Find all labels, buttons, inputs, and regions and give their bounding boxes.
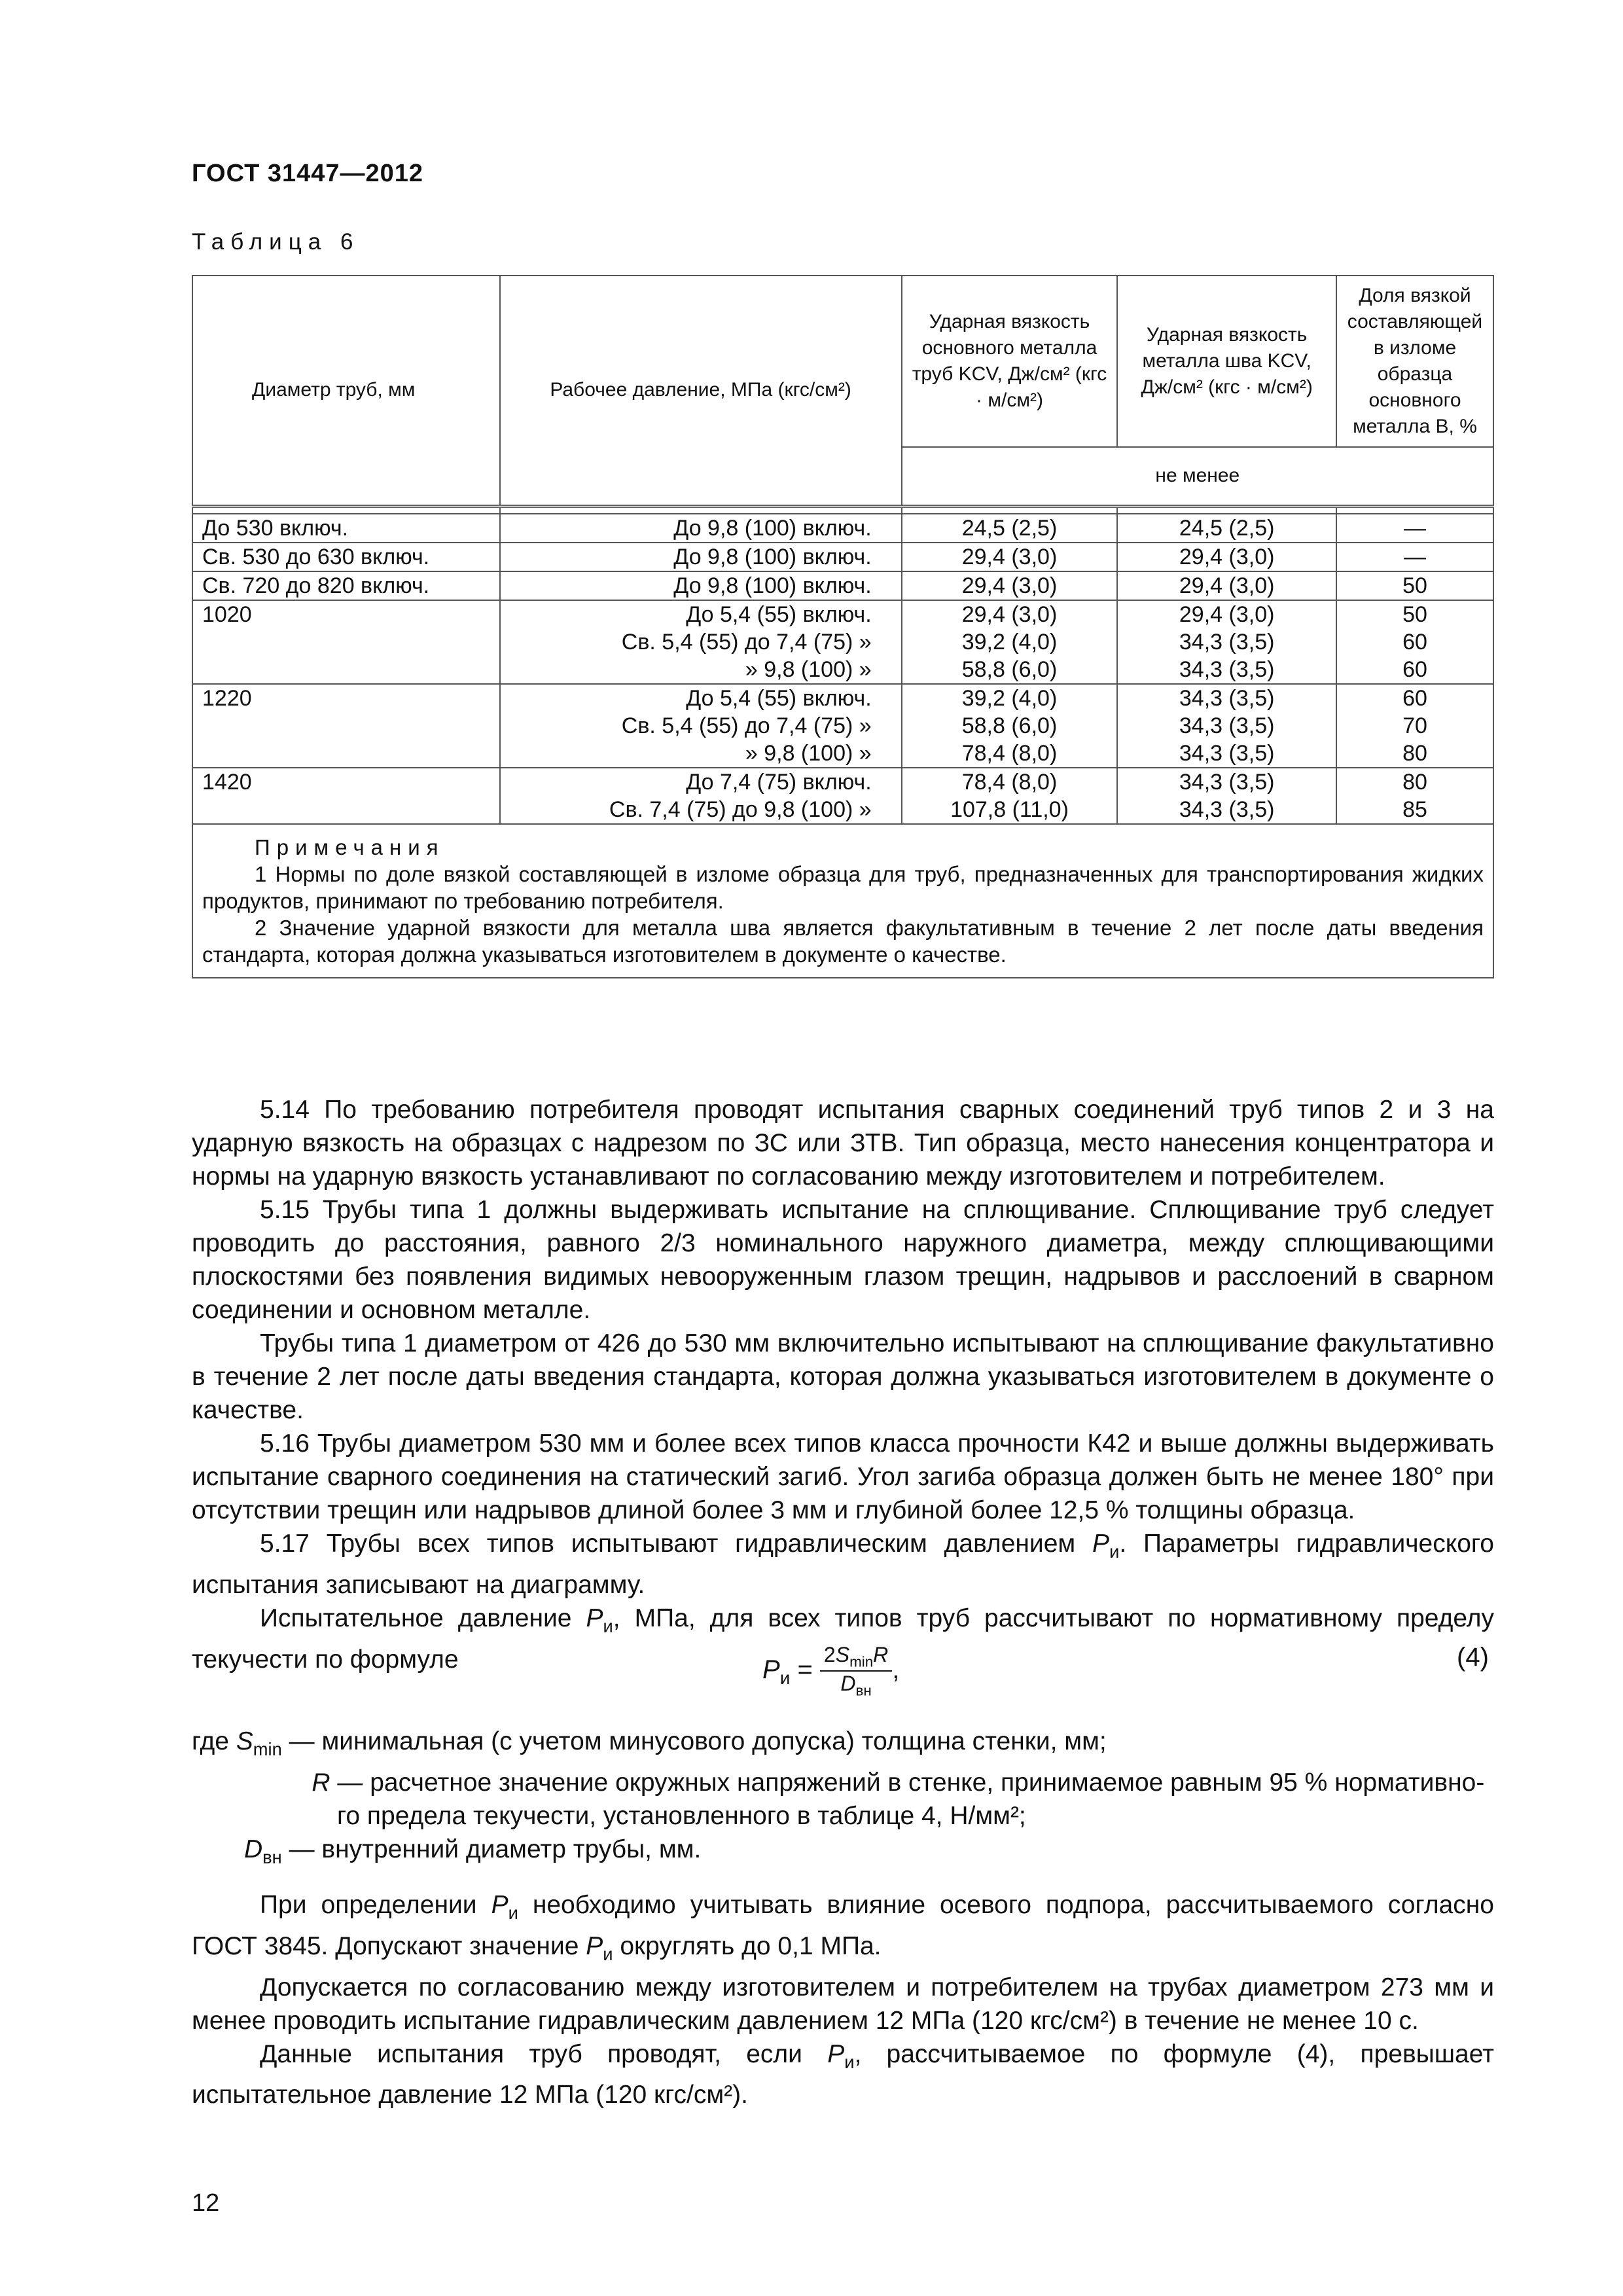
paragraph-allowed-test: Допускается по согласованию между изготовителем и потребителем на трубах диаметром 273 мм и менее проводить испытание гидравлическим давлением 12 МПа (120 кгс/см²) в течение не менее 10 с. — [192, 1973, 1494, 2035]
header-not-less: не менее — [902, 447, 1493, 506]
paragraph-5-15: 5.15 Трубы типа 1 должны выдерживать испытание на сплющивание. Сплющивание труб следует проводить до расстояния, равного 2/3 номинального наружного диаметра, между сплющивающими плоскостями без появления видимых невооруженным глазом трещин, надрывов и расслоений в сварном соединении и основном металле. — [192, 1196, 1494, 1324]
cell-kcv-weld — [1117, 768, 1336, 824]
cell-diameter — [192, 514, 500, 543]
cell-share-line: — — [1403, 515, 1426, 541]
cell-pressure — [500, 543, 902, 571]
note-2: 2 Значение ударной вязкости для металла шва является факультативным в течение 2 лет после даты введения стандарта, которая должна указываться изготовителем в документе о качестве. — [202, 915, 1484, 967]
cell-kcv-base-line: 58,8 (6,0) — [961, 713, 1058, 738]
cell-kcv-weld — [1117, 543, 1336, 571]
table-notes — [192, 824, 1493, 978]
cell-kcv-base — [902, 768, 1118, 824]
cell-share-line: 70 — [1402, 713, 1427, 738]
definition-smin: где $S_{min}$ — минимальная (с учетом минусового допуска) толщина стенки, мм; — [192, 1727, 1107, 1759]
table-row — [192, 571, 1493, 600]
cell-kcv-weld-line: 34,3 (3,5) — [1179, 713, 1275, 738]
cell-kcv-base-line: 78,4 (8,0) — [961, 769, 1058, 795]
notes-title: Примечания — [255, 834, 445, 859]
cell-kcv-base — [902, 514, 1118, 543]
cell-kcv-base-line: 39,2 (4,0) — [961, 685, 1058, 711]
cell-pressure-line: До 5,4 (55) включ. — [686, 601, 872, 627]
paragraph-axial: При определении $P_и$ необходимо учитывать влияние осевого подпора, рассчитываемого согласно ГОСТ 3845. Допускают значение $P_и$ округлять до 0,1 МПа. — [192, 1891, 1495, 1964]
cell-kcv-base-line: 29,4 (3,0) — [961, 573, 1058, 598]
cell-kcv-weld-line: 34,3 (3,5) — [1179, 740, 1275, 766]
cell-pressure — [500, 684, 902, 768]
cell-kcv-base — [902, 571, 1118, 600]
table-row — [192, 543, 1493, 571]
table-row — [192, 600, 1493, 684]
cell-kcv-base-line: 39,2 (4,0) — [961, 629, 1058, 655]
note-1: 1 Нормы по доле вязкой составляющей в изломе образца для труб, предназначенных для транспортирования жидких продуктов, принимают по требованию потребителя. — [202, 861, 1484, 913]
cell-pressure-line: До 9,8 (100) включ. — [673, 573, 872, 598]
header-pressure: Рабочее давление, МПа (кгс/см²) — [500, 276, 902, 506]
cell-pressure-line: » 9,8 (100) » — [745, 740, 872, 766]
cell-share-line: 50 — [1402, 573, 1427, 598]
cell-diameter-line: Св. 720 до 820 включ. — [202, 573, 430, 598]
cell-kcv-weld-line: 29,4 (3,0) — [1179, 544, 1275, 569]
paragraph-5-16: 5.16 Трубы диаметром 530 мм и более всех типов класса прочности К42 и выше должны выдерживать испытание сварного соединения на статический загиб. Угол загиба образца должен быть не менее 180° при отсутствии трещин или надрывов длиной более 3 мм и глубиной более 12,5 % толщины образца. — [192, 1429, 1494, 1524]
cell-kcv-weld — [1117, 600, 1336, 684]
cell-kcv-base — [902, 543, 1118, 571]
table-row — [192, 684, 1493, 768]
cell-diameter — [192, 768, 500, 824]
cell-kcv-weld-line: 24,5 (2,5) — [1179, 515, 1275, 541]
cell-kcv-weld-line: 34,3 (3,5) — [1179, 797, 1275, 822]
cell-share — [1336, 684, 1493, 768]
definition-r: R — расчетное значение окружных напряжений в стенке, принимаемое равным 95 % нормативно- — [312, 1768, 1485, 1797]
cell-share-line: 85 — [1402, 797, 1427, 822]
body-text — [192, 1093, 1494, 1676]
paragraph-test-pressure: Испытательное давление $P_и$, МПа, для всех типов труб рассчитывают по нормативному пределу текучести по формуле — [192, 1604, 1495, 1674]
document-header: ГОСТ 31447—2012 — [192, 160, 424, 187]
cell-kcv-base-line: 58,8 (6,0) — [961, 656, 1058, 682]
formula-4: $P_и$ = $\frac{2S_{min}R}{D_{вн}}$ , — [762, 1643, 900, 1699]
cell-kcv-weld — [1117, 684, 1336, 768]
cell-kcv-weld-line: 34,3 (3,5) — [1179, 685, 1275, 711]
header-ductile-share: Доля вязкой составляющей в изломе образца основного металла B, % — [1336, 276, 1493, 447]
formula-definitions — [192, 1725, 1494, 1874]
table-caption: Таблица 6 — [192, 229, 360, 255]
cell-diameter — [192, 684, 500, 768]
cell-kcv-base-line: 78,4 (8,0) — [961, 740, 1058, 766]
definition-r-cont: го предела текучести, установленного в таблице 4, Н/мм²; — [337, 1801, 1026, 1830]
cell-kcv-weld-line: 29,4 (3,0) — [1179, 573, 1275, 598]
cell-diameter — [192, 600, 500, 684]
table-row — [192, 768, 1493, 824]
cell-diameter — [192, 571, 500, 600]
paragraph-5-15-cont: Трубы типа 1 диаметром от 426 до 530 мм включительно испытывают на сплющивание факультативно в течение 2 лет после даты введения стандарта, которая должна указываться изготовителем в документе о качестве. — [192, 1329, 1494, 1424]
page-number: 12 — [192, 2189, 220, 2217]
cell-pressure-line: Св. 5,4 (55) до 7,4 (75) » — [621, 713, 872, 738]
cell-diameter-line: Св. 530 до 630 включ. — [202, 544, 430, 569]
cell-kcv-weld — [1117, 514, 1336, 543]
cell-share-line: 60 — [1402, 629, 1427, 655]
cell-kcv-base-line: 29,4 (3,0) — [961, 544, 1058, 569]
cell-share — [1336, 543, 1493, 571]
cell-kcv-base-line: 24,5 (2,5) — [961, 515, 1058, 541]
table-row — [192, 514, 1493, 543]
cell-share — [1336, 768, 1493, 824]
cell-share-line: 50 — [1402, 601, 1427, 627]
cell-kcv-base-line: 29,4 (3,0) — [961, 601, 1058, 627]
impact-strength-table — [192, 275, 1494, 978]
cell-pressure-line: До 7,4 (75) включ. — [686, 769, 872, 795]
paragraph-5-17: 5.17 Трубы всех типов испытывают гидравлическим давлением $P_и$. Параметры гидравлического испытания записывают на диаграмму. — [192, 1530, 1494, 1599]
cell-kcv-weld-line: 29,4 (3,0) — [1179, 601, 1275, 627]
header-kcv-base: Ударная вязкость основного металла труб KCV, Дж/см² (кгс · м/см²) — [902, 276, 1118, 447]
cell-pressure-line: Св. 7,4 (75) до 9,8 (100) » — [609, 797, 872, 822]
cell-share-line: 60 — [1402, 656, 1427, 682]
cell-diameter-line: До 530 включ. — [202, 515, 349, 541]
cell-pressure-line: До 9,8 (100) включ. — [673, 515, 872, 541]
cell-share-line: — — [1403, 544, 1426, 569]
cell-share-line: 80 — [1402, 769, 1427, 795]
paragraph-data: Данные испытания труб проводят, если $P_и$, рассчитываемое по формуле (4), превышает испытательное давление 12 МПа (120 кгс/см²). — [192, 2039, 1494, 2109]
cell-share-line: 80 — [1402, 740, 1427, 766]
cell-pressure — [500, 514, 902, 543]
cell-diameter — [192, 543, 500, 571]
cell-share — [1336, 571, 1493, 600]
cell-kcv-weld-line: 34,3 (3,5) — [1179, 629, 1275, 655]
cell-pressure-line: До 5,4 (55) включ. — [686, 685, 872, 711]
cell-pressure-line: » 9,8 (100) » — [745, 656, 872, 682]
cell-diameter-line: 1420 — [202, 769, 252, 795]
cell-pressure-line: До 9,8 (100) включ. — [673, 544, 872, 569]
header-diameter: Диаметр труб, мм — [192, 276, 500, 506]
definition-dvn: $D_{вн}$ — внутренний диаметр трубы, мм. — [244, 1835, 702, 1867]
cell-share — [1336, 600, 1493, 684]
cell-share — [1336, 514, 1493, 543]
cell-pressure — [500, 768, 902, 824]
cell-pressure-line: Св. 5,4 (55) до 7,4 (75) » — [621, 629, 872, 655]
cell-pressure — [500, 600, 902, 684]
cell-share-line: 60 — [1402, 685, 1427, 711]
cell-kcv-weld — [1117, 571, 1336, 600]
paragraph-5-14: 5.14 По требованию потребителя проводят испытания сварных соединений труб типов 2 и 3 на ударную вязкость на образцах с надрезом по ЗС или ЗТВ. Тип образца, место нанесения концентратора и нормы на ударную вязкость устанавливают по согласованию между изготовителем и потребителем. — [192, 1096, 1494, 1191]
formula-number: (4) — [1457, 1643, 1489, 1672]
cell-kcv-base-line: 107,8 (11,0) — [950, 797, 1069, 822]
cell-kcv-base — [902, 684, 1118, 768]
cell-diameter-line: 1220 — [202, 685, 252, 711]
closing-paragraphs — [192, 1888, 1494, 2111]
cell-pressure — [500, 571, 902, 600]
cell-diameter-line: 1020 — [202, 601, 252, 627]
cell-kcv-base — [902, 600, 1118, 684]
header-kcv-weld: Ударная вязкость металла шва KCV, Дж/см² (кгс · м/см²) — [1117, 276, 1336, 447]
cell-kcv-weld-line: 34,3 (3,5) — [1179, 656, 1275, 682]
cell-kcv-weld-line: 34,3 (3,5) — [1179, 769, 1275, 795]
